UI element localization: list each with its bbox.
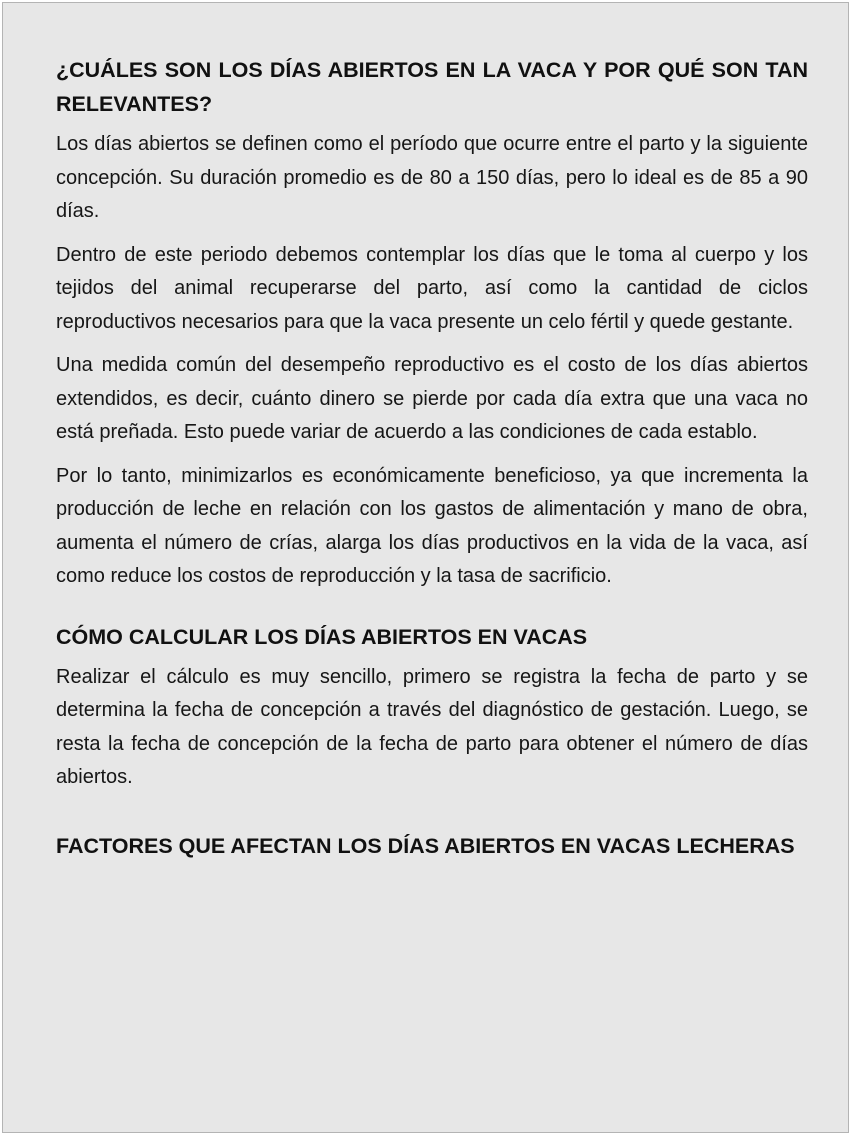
section-heading-factores: FACTORES QUE AFECTAN LOS DÍAS ABIERTOS EN VACAS LECHERAS: [56, 833, 795, 858]
paragraph-costo: Una medida común del desempeño reproductivo es el costo de los días abiertos extendidos, es decir, cuánto dinero se pierde por cada día extra que una vaca no está preñada. Esto puede variar de acuerdo a las condiciones de cada establo.: [56, 354, 808, 443]
section-heading-dias-abiertos: ¿CUÁLES SON LOS DÍAS ABIERTOS EN LA VACA Y POR QUÉ SON TAN RELEVANTES?: [56, 58, 808, 116]
paragraph-definicion: Los días abiertos se definen como el período que ocurre entre el parto y la siguiente concepción. Su duración promedio es de 80 a 150 días, pero lo ideal es de 85 a 90 días.: [56, 133, 808, 222]
section-heading-calculo: CÓMO CALCULAR LOS DÍAS ABIERTOS EN VACAS: [56, 624, 588, 649]
article-body: [56, 53, 808, 870]
paragraph-periodo: Dentro de este periodo debemos contemplar los días que le toma al cuerpo y los tejidos del animal recuperarse del parto, así como la cantidad de ciclos reproductivos necesarios para que la vaca presente un celo fértil y quede gestante.: [56, 243, 808, 333]
document-page: [2, 2, 849, 1133]
paragraph-calculo: Realizar el cálculo es muy sencillo, primero se registra la fecha de parto y se determina la fecha de concepción a través del diagnóstico de gestación. Luego, se resta la fecha de concepción de la fecha de parto para obtener el número de días abiertos.: [56, 665, 808, 788]
paragraph-beneficios: Por lo tanto, minimizarlos es económicamente beneficioso, ya que incrementa la producción de leche en relación con los gastos de alimentación y mano de obra, aumenta el número de crías, alarga los días productivos en la vida de la vaca, así como reduce los costos de reproducción y la tasa de sacrificio.: [56, 464, 808, 587]
